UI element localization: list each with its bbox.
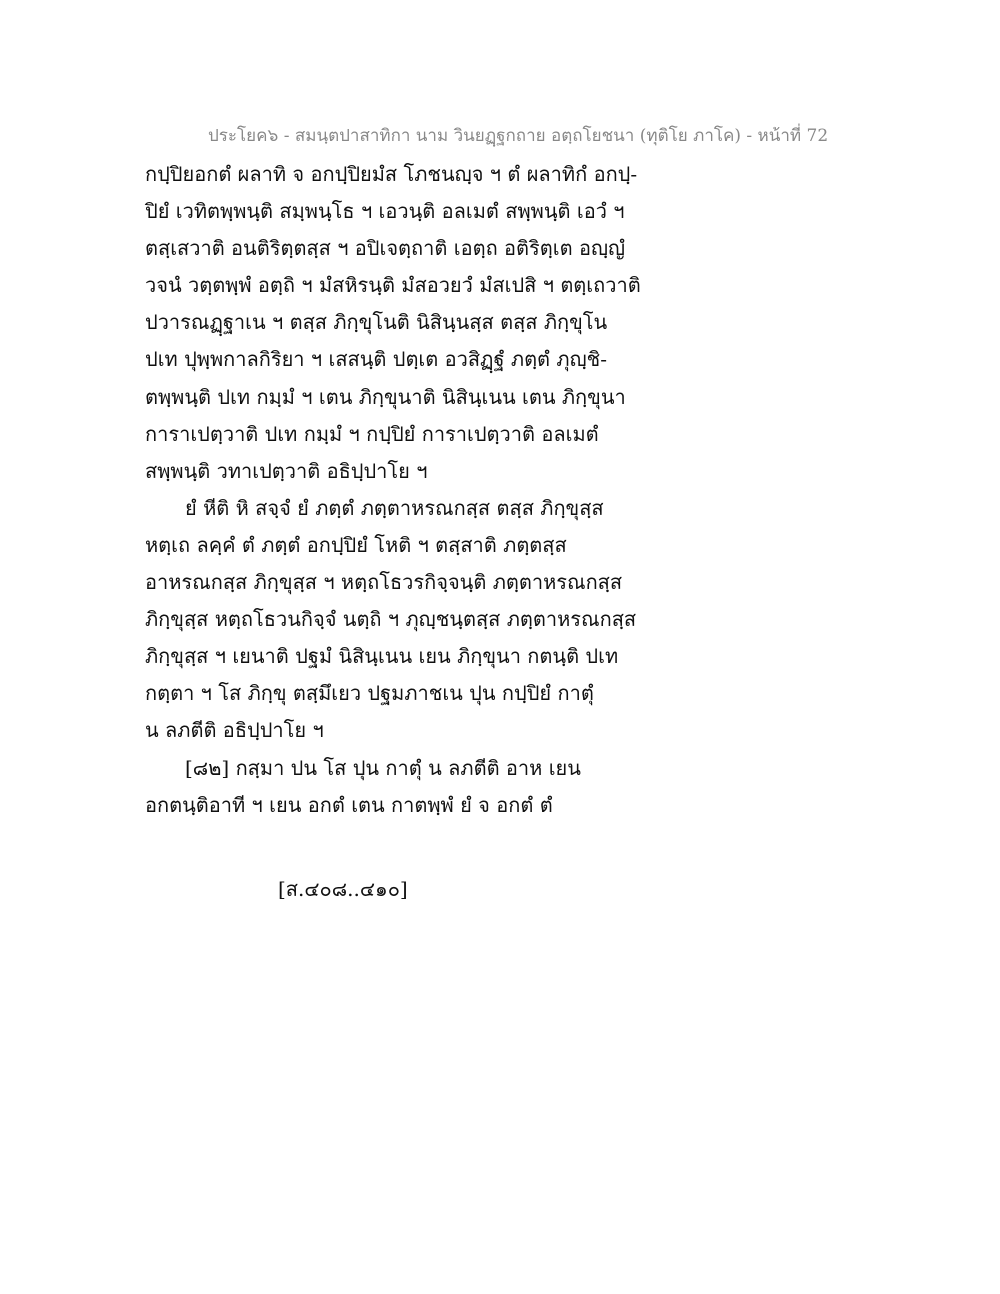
text-line: หตฺเถ ลคฺคํ ตํ ภตฺตํ อกปฺปิยํ โหติ ฯ ตสฺสาติ ภตฺตสฺส [145, 532, 567, 557]
text-line: อาหรณกสฺส ภิกฺขุสฺส ฯ หตฺถโธวรกิจฺจนฺติ ภตฺตาหรณกสฺส [145, 570, 623, 595]
reference-marker: [ส.๔๐๘..๔๑๐] [278, 877, 408, 901]
text-line: อกตนฺติอาที ฯ เยน อกตํ เตน กาตพฺพํ ยํ จ อกตํ ตํ [145, 792, 553, 817]
text-line: ภิกฺขุสฺส หตฺถโธวนกิจฺจํ นตฺถิ ฯ ภุญฺชนฺตสฺส ภตฺตาหรณกสฺส [145, 607, 637, 632]
text-line: กตฺตา ฯ โส ภิกฺขุ ตสฺมึเยว ปฐมภาชเน ปุน กปฺปิยํ กาตุํ [145, 681, 594, 706]
text-line: น ลภตีติ อธิปฺปาโย ฯ [145, 718, 324, 743]
text-line: ตพฺพนฺติ ปเท กมฺมํ ฯ เตน ภิกฺขุนาติ นิสินฺเนน เตน ภิกฺขุนา [145, 384, 626, 409]
text-line: ยํ หีติ หิ สจฺจํ ยํ ภตฺตํ ภตฺตาหรณกสฺส ตสฺส ภิกฺขุสฺส [185, 495, 604, 520]
text-line: สพฺพนฺติ วทาเปตฺวาติ อธิปฺปาโย ฯ [145, 458, 428, 483]
body-text [145, 156, 705, 824]
page-header: ประโยค๖ - สมนฺตปาสาทิกา นาม วินยฏฺฐกถาย อตฺถโยชนา (ทุติโย ภาโค) - หน้าที่ 72 [208, 126, 829, 146]
text-line: ภิกฺขุสฺส ฯ เยนาติ ปฐมํ นิสินฺเนน เยน ภิกฺขุนา กตนฺติ ปเท [145, 644, 619, 669]
text-line: ปิยํ เวทิตพฺพนฺติ สมฺพนฺโธ ฯ เอวนฺติ อลเมตํ สพฺพนฺติ เอวํ ฯ [145, 199, 625, 224]
text-line: วจนํ วตฺตพฺพํ อตฺถิ ฯ มํสหิรนฺติ มํสอวยวํ มํสเปสิ ฯ ตตฺเถวาติ [145, 273, 641, 298]
text-line: ปวารณฏฺฐาเน ฯ ตสฺส ภิกฺขุโนติ นิสินฺนสฺส ตสฺส ภิกฺขุโน [145, 310, 608, 335]
text-line: ปเท ปุพฺพกาลกิริยา ฯ เสสนฺติ ปตฺเต อวสิฏฺฐํ ภตฺตํ ภุญฺชิ- [145, 347, 607, 372]
text-line: [๘๒] กสฺมา ปน โส ปุน กาตุํ น ลภตีติ อาห เยน [185, 755, 581, 780]
text-line: กปฺปิยอกตํ ผลาทิ จ อกปฺปิยมํส โภชนญฺจ ฯ ตํ ผลาทิกํ อกปฺ- [145, 162, 638, 186]
text-line: ตสฺเสวาติ อนติริตฺตสฺส ฯ อปิเจตฺถาติ เอตฺถ อติริตฺเต อญฺญํ [145, 236, 626, 261]
text-line: การาเปตฺวาติ ปเท กมฺมํ ฯ กปฺปิยํ การาเปตฺวาติ อลเมตํ [145, 421, 599, 446]
